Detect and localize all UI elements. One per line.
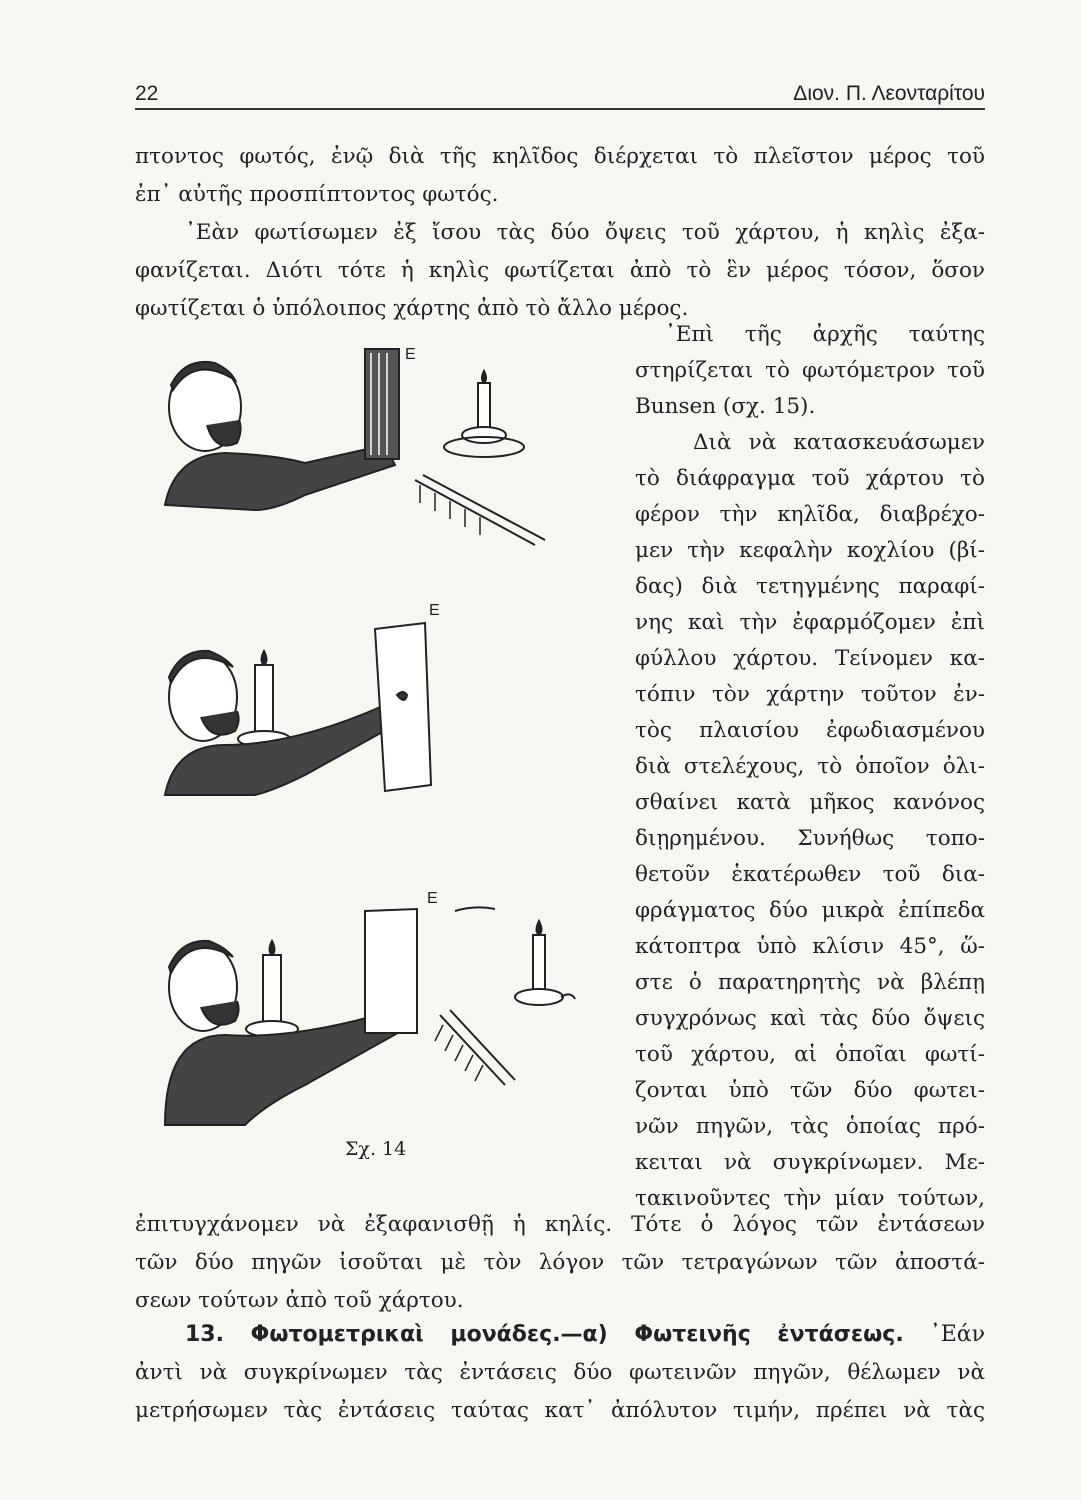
text-line: ἐπ᾽ αὐτῆς προσπίπτοντος φωτός.	[135, 182, 499, 207]
figure-scene-3	[165, 890, 575, 1125]
column-line: διὰ στελέχους, τὸ ὁποῖον ὀλι-	[635, 754, 985, 779]
column-line: κειται νὰ συγκρίνωμεν. Με-	[635, 1150, 985, 1175]
header-rule	[135, 108, 985, 110]
running-head-author: Διον. Π. Λεονταρίτου	[793, 82, 985, 105]
figure-14-illustration	[155, 335, 615, 1135]
column-line: φράγματος δύο μικρὰ ἐπίπεδα	[635, 898, 985, 923]
figure-label-screen: Ε	[429, 602, 440, 619]
text-line: τῶν δύο πηγῶν ἰσοῦται μὲ τὸν λόγον τῶν τετραγώνων τῶν ἀποστά-	[135, 1250, 985, 1275]
figure-caption: Σχ. 14	[345, 1138, 407, 1160]
text-line: πτοντος φωτός, ἐνῷ διὰ τῆς κηλῖδος διέρχεται τὸ πλεῖστον μέρος τοῦ	[135, 144, 985, 169]
column-line: συγχρόνως καὶ τὰς δύο ὄψεις	[635, 1006, 985, 1031]
column-line: στηρίζεται τὸ φωτόμετρον τοῦ	[635, 358, 985, 383]
column-line: νῶν πηγῶν, τὰς ὁποίας πρό-	[635, 1114, 985, 1139]
column-line: τακινοῦντες τὴν μίαν τούτων,	[635, 1186, 985, 1211]
column-line: τὸς πλαισίου ἐφωδιασμένου	[635, 718, 985, 743]
text-line: σεων τούτων ἀπὸ τοῦ χάρτου.	[135, 1288, 464, 1313]
column-line: δας) διὰ τετηγμένης παραφί-	[635, 574, 985, 599]
figure-scene-1	[165, 346, 545, 545]
figure-label-screen: Ε	[405, 346, 416, 363]
column-line: μεν τὴν κεφαλὴν κοχλίου (βί-	[635, 538, 985, 563]
page-number: 22	[135, 82, 159, 105]
column-line: ᾽Επὶ τῆς ἀρχῆς ταύτης	[665, 322, 985, 347]
section-13-first-line	[185, 1320, 985, 1350]
text-line: ἀντὶ νὰ συγκρίνωμεν τὰς ἐντάσεις δύο φωτεινῶν πηγῶν, θέλωμεν νὰ	[135, 1360, 985, 1385]
column-line: νης καὶ τὴν ἐφαρμόζομεν ἐπὶ	[635, 610, 985, 635]
figure-label-screen: Ε	[427, 890, 438, 907]
column-line: τόπιν τὸν χάρτην τοῦτον ἐν-	[635, 682, 985, 707]
text-line: φανίζεται. Διότι τότε ἡ κηλὶς φωτίζεται ἀπὸ τὸ ἓν μέρος τόσον, ὅσον	[135, 258, 985, 283]
column-line: φέρον τὴν κηλῖδα, διαβρέχο-	[635, 502, 985, 527]
column-line: Bunsen (σχ. 15).	[635, 394, 816, 419]
text-line: ᾽Εὰν φωτίσωμεν ἐξ ἴσου τὰς δύο ὄψεις τοῦ χάρτου, ἡ κηλὶς ἐξα-	[185, 220, 985, 245]
column-line: διῃρημένου. Συνήθως τοπο-	[635, 826, 985, 851]
column-line: Διὰ νὰ κατασκευάσωμεν	[693, 430, 985, 455]
column-line: τοῦ χάρτου, αἱ ὁποῖαι φωτί-	[635, 1042, 985, 1067]
running-head	[135, 78, 985, 110]
section-heading: 13. Φωτομετρικαὶ μονάδες.—α) Φωτεινῆς ἐντάσεως.	[185, 1322, 904, 1347]
text-line: φωτίζεται ὁ ὑπόλοιπος χάρτης ἀπὸ τὸ ἄλλο μέρος.	[135, 296, 689, 321]
text-line: ἐπιτυγχάνομεν νὰ ἐξαφανισθῇ ἡ κηλίς. Τότε ὁ λόγος τῶν ἐντάσεων	[135, 1212, 985, 1237]
column-line: στε ὁ παρατηρητὴς νὰ βλέπῃ	[635, 970, 985, 995]
figure-scene-2	[165, 602, 440, 795]
column-line: κάτοπτρα ὑπὸ κλίσιν 45°, ὥ-	[635, 934, 985, 959]
column-line: θετοῦν ἑκατέρωθεν τοῦ δια-	[635, 862, 985, 887]
text-line: μετρήσωμεν τὰς ἐντάσεις ταύτας κατ᾽ ἀπόλυτον τιμήν, πρέπει νὰ τὰς	[135, 1398, 985, 1423]
section-lead-word: ᾽Εάν	[929, 1322, 985, 1347]
column-line: φύλλου χάρτου. Τείνομεν κα-	[635, 646, 985, 671]
column-line: σθαίνει κατὰ μῆκος κανόνος	[635, 790, 985, 815]
column-line: ζονται ὑπὸ τῶν δύο φωτει-	[635, 1078, 985, 1103]
column-line: τὸ διάφραγμα τοῦ χάρτου τὸ	[635, 466, 985, 491]
